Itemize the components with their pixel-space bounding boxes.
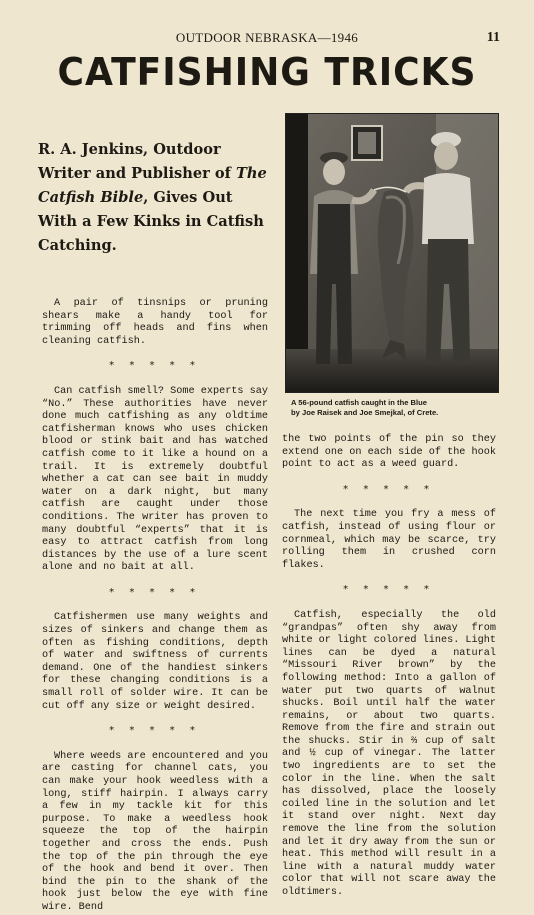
caption-line: A 56-pound catfish caught in the Blue — [291, 398, 427, 407]
deck-text-1: R. A. Jenkins, Outdoor Writer and Publisher of — [38, 141, 236, 182]
paragraph-line-dye: Catfish, especially the old “grandpas” often shy away from white or light colored lines. Light lines can be dyed a natural “Missouri River brown” by the following method: Into a gallon of water put two quarts of walnut shucks. Boil until half the water remains, or about two quarts. Remove from the fire and strain out the shucks. Stir in ⅔ cup of salt and ½ cup of vinegar. The latter two ingredients are to set the color in the line. When the salt has dissolved, place the loosely coiled line in the solution and let it stand over night. Next day remove the line from the solution and let it dry away from the sun or heat. This method will result in a line with a natural muddy water color that will not scare away the oldtimers. — [282, 609, 496, 898]
running-head: OUTDOOR NEBRASKA—1946 — [175, 30, 359, 45]
section-separator: * * * * * — [109, 725, 201, 737]
paragraph-tinsnips: A pair of tinsnips or pruning shears make a handy tool for trimming off heads and fins when cleaning catfish. — [42, 298, 268, 347]
left-column — [42, 298, 268, 915]
paragraph-corn-flakes: The next time you fry a mess of catfish, instead of using flour or cornmeal, which may be scarce, try rolling them in crushed corn flakes. — [282, 509, 496, 571]
section-separator: * * * * * — [109, 360, 201, 372]
paragraph-weedless-hook-continued: the two points of the pin so they extend one on each side of the hook point to act as a weed guard. — [282, 434, 496, 471]
caption-line: by Joe Raisek and Joe Smejkal, of Crete. — [291, 407, 439, 417]
section-separator: * * * * * — [109, 586, 201, 598]
paragraph-sinkers: Catfishermen use many weights and sizes of sinkers and change them as often as fishing conditions, depth of water and swiftness of currents demand. One of the handiest sinkers for these changing conditions is a small roll of solder wire. It can be cut off any size or weight desired. — [42, 612, 268, 712]
paragraph-weedless-hook: Where weeds are encountered and you are casting for channel cats, you can make your hook weedless with a long, stiff hairpin. I always carry a few in my tackle kit for this purpose. To make a weedless hook squeeze the top of the hairpin together and cross the ends. Push the top of the pin through the eye of the hook and bend it over. Then bind the pin to the shank of the hook just below the eye with fine wire. Bend — [42, 750, 268, 913]
section-separator: * * * * * — [343, 483, 435, 495]
section-separator: * * * * * — [343, 584, 435, 596]
article-headline: CATFISHING TRICKS — [57, 50, 477, 94]
article-deck — [38, 138, 272, 258]
photo-caption — [291, 398, 501, 417]
book-title: The Catfish Bible — [38, 165, 267, 206]
page-number: 11 — [486, 30, 500, 45]
photo-image — [286, 114, 498, 392]
catfish-photo — [285, 113, 499, 393]
right-column — [282, 434, 496, 900]
paragraph-smell: Can catfish smell? Some experts say “No.” These authorities have never done much catfishing as any oldtime catfisherman knows who uses chicken blood or stink bait and has watched catfish come to it like a hound on a trail. It is extremely doubtful whether a cat can see bait in muddy water on a dark night, but many catfish are caught under those conditions. The writer has proven to many doubtful “experts” that it is easy to attract catfish from long distances by the use of a lure scent alone and no bait at all. — [42, 385, 268, 574]
deck-text-2: , Gives Out With a Few Kinks in Catfish Catching. — [38, 189, 264, 254]
